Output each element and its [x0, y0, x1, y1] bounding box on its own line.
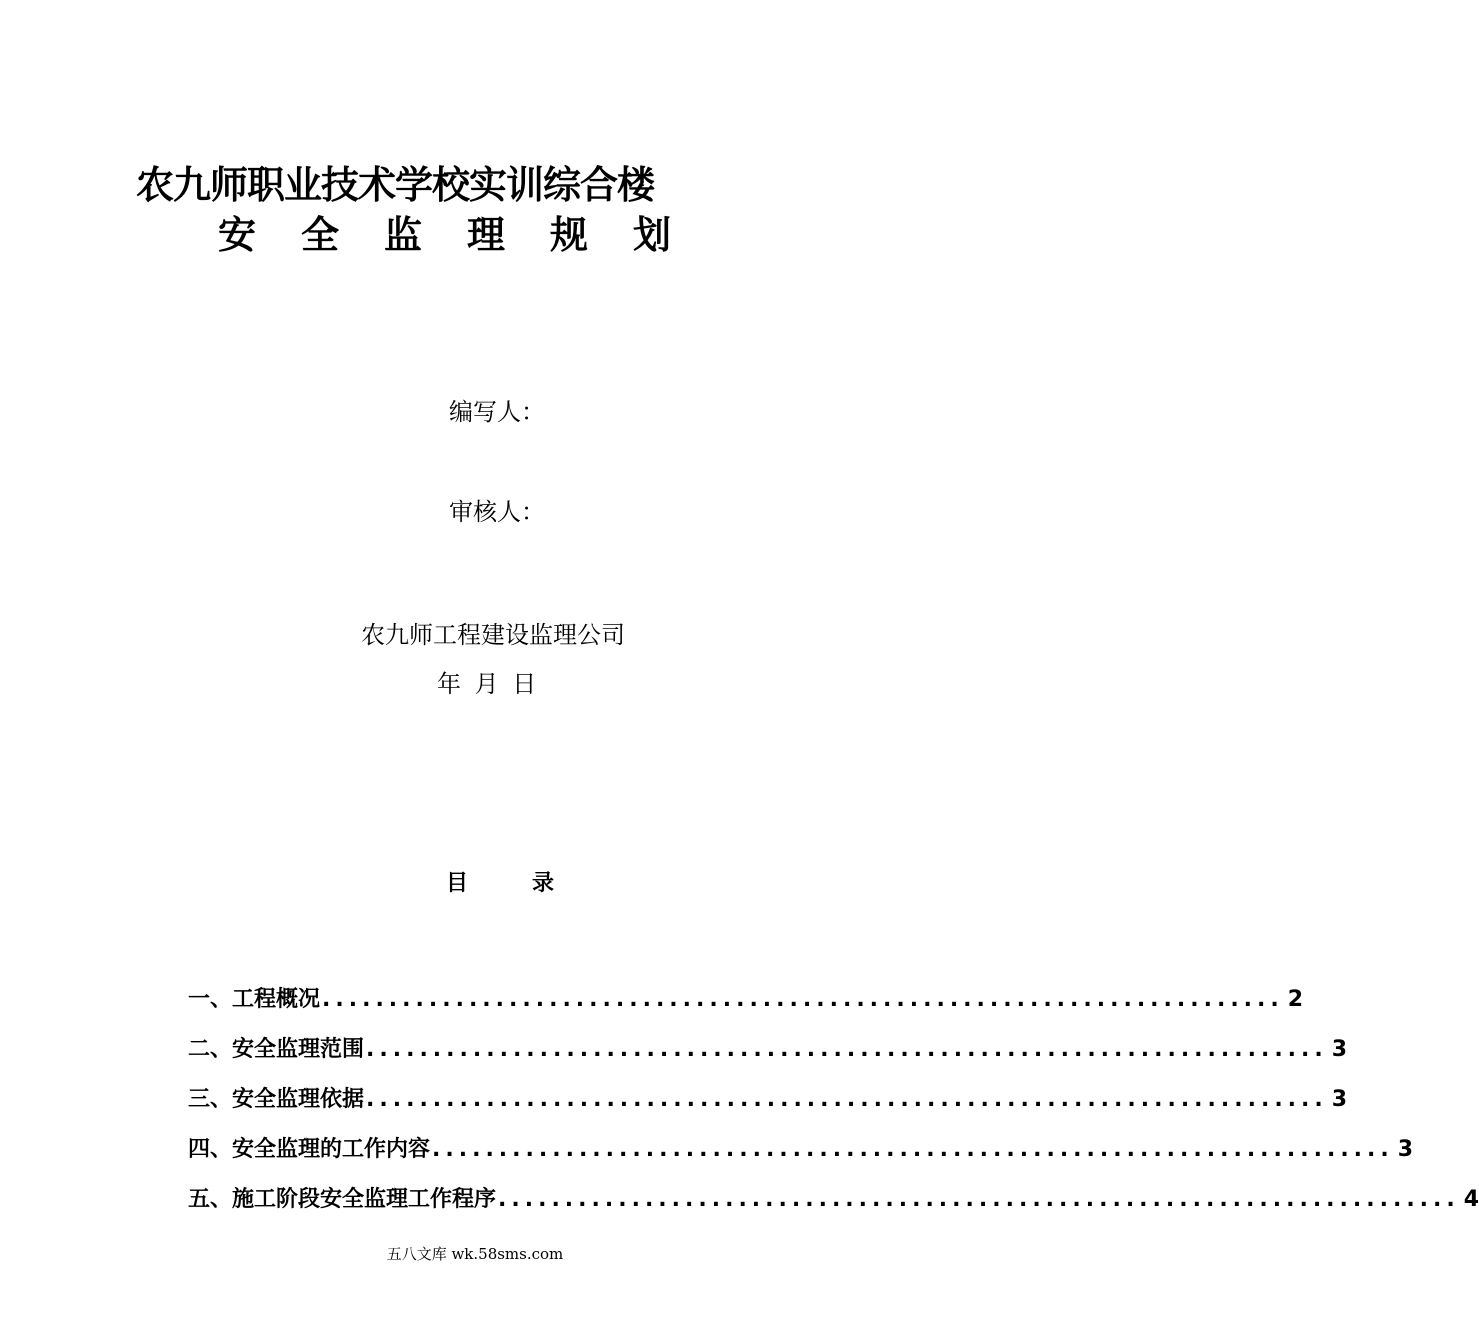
- toc-entry-page: 3: [1397, 1137, 1414, 1162]
- author-label: 编写人：: [449, 398, 545, 426]
- document-title-line1: 农九师职业技术学校实训综合楼: [136, 163, 655, 207]
- toc-entry-page: 4: [1463, 1187, 1479, 1212]
- toc-entry[interactable]: [188, 1066, 1348, 1116]
- page-footer: 五八文库 wk.58sms.com: [386, 1245, 564, 1263]
- date-line: 年 月 日: [437, 670, 537, 698]
- toc-leader-dots: ........................................................................: [366, 1037, 1328, 1062]
- toc-leader-dots: ........................................................................: [432, 1137, 1394, 1162]
- toc-entry-page: 2: [1287, 987, 1304, 1012]
- toc-entry-page: 3: [1331, 1037, 1348, 1062]
- toc-leader-dots: ........................................................................: [366, 1087, 1328, 1112]
- toc-entry[interactable]: [188, 1016, 1348, 1066]
- toc-leader-dots: ........................................................................: [498, 1187, 1460, 1212]
- toc-heading: 目录: [446, 871, 619, 896]
- toc-entry[interactable]: [188, 1116, 1414, 1166]
- toc-entry-text: 四、安全监理的工作内容: [188, 1137, 431, 1162]
- table-of-contents: [188, 966, 1479, 1216]
- toc-entry[interactable]: [188, 966, 1304, 1016]
- company-name: 农九师工程建设监理公司: [361, 621, 625, 649]
- document-title-line2: 安全监理规划: [218, 213, 717, 257]
- reviewer-label: 审核人：: [449, 498, 545, 526]
- toc-entry-page: 3: [1331, 1087, 1348, 1112]
- toc-leader-dots: ........................................................................: [322, 987, 1284, 1012]
- toc-entry-text: 五、施工阶段安全监理工作程序: [188, 1187, 497, 1212]
- toc-entry-text: 三、安全监理依据: [188, 1087, 365, 1112]
- toc-entry[interactable]: [188, 1166, 1479, 1216]
- toc-entry-text: 二、安全监理范围: [188, 1037, 365, 1062]
- toc-entry-text: 一、工程概况: [188, 987, 321, 1012]
